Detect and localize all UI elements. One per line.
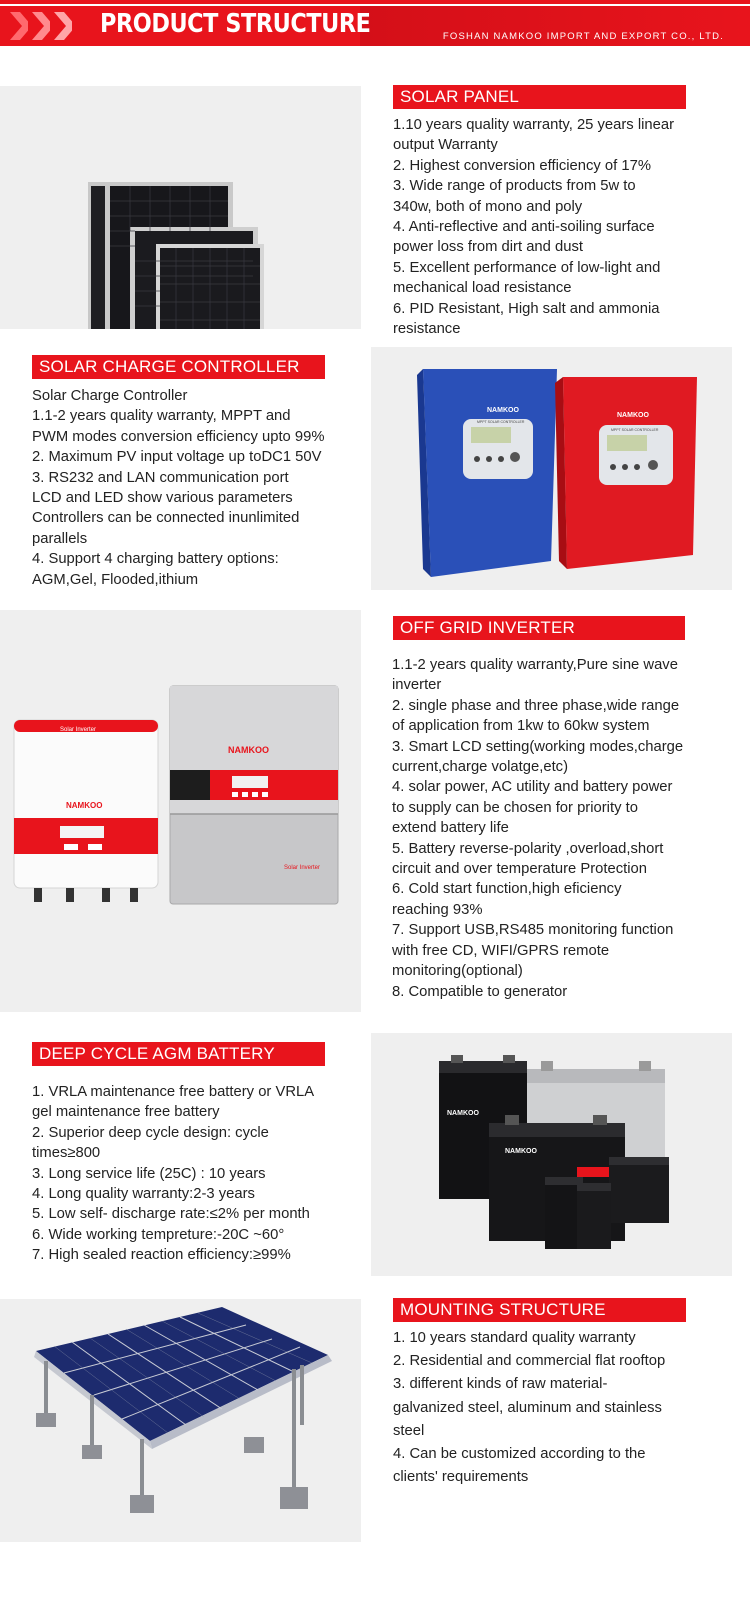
inverter-label: Solar Inverter <box>284 865 321 871</box>
feature-line: 3. Long service life (25C) : 10 years <box>32 1165 266 1182</box>
feature-line: current,charge volatge,etc) <box>392 759 569 776</box>
chevron-right-icon <box>52 12 72 40</box>
feature-line: 5. Battery reverse-polarity ,overload,short <box>392 840 664 857</box>
feature-line: 4. Can be customized according to the <box>393 1446 646 1463</box>
feature-line: LCD and LED show various parameters <box>32 490 293 507</box>
header-banner <box>0 0 750 50</box>
feature-line: 6. Wide working tempreture:-20C ~60° <box>32 1226 285 1243</box>
feature-line: to supply can be chosen for priority to <box>392 799 638 816</box>
mounting-structure-heading: MOUNTING STRUCTURE <box>393 1298 686 1322</box>
feature-line: extend battery life <box>392 820 509 837</box>
feature-line: 2. Superior deep cycle design: cycle <box>32 1124 269 1141</box>
inverter-label: Solar Inverter <box>60 727 97 733</box>
feature-line: with free CD, WIFI/GPRS remote <box>392 942 610 959</box>
charge-controller-features <box>32 386 362 590</box>
mounting-structure-image <box>0 1299 361 1542</box>
feature-line: 5. Low self- discharge rate:≤2% per month <box>32 1206 310 1223</box>
feature-line: 3. different kinds of raw material- <box>393 1376 608 1393</box>
feature-line: 7. Support USB,RS485 monitoring function <box>392 922 674 939</box>
agm-battery-heading: DEEP CYCLE AGM BATTERY <box>32 1042 325 1066</box>
feature-line: circuit and over temperature Protection <box>392 861 647 878</box>
feature-line: Controllers can be connected inunlimited <box>32 510 300 527</box>
brand-logo: NAMKOO <box>487 407 519 414</box>
feature-line: 2. Highest conversion efficiency of 17% <box>393 157 651 174</box>
feature-line: 6. Cold start function,high eficiency <box>392 881 622 898</box>
feature-line: 2. Maximum PV input voltage up toDC1 50V <box>32 449 322 466</box>
feature-line: 1.10 years quality warranty, 25 years linear <box>393 117 675 133</box>
charge-controller-image <box>371 347 732 590</box>
feature-line: times≥800 <box>32 1145 101 1162</box>
feature-line: 4. Long quality warranty:2-3 years <box>32 1186 255 1203</box>
feature-line: Solar Charge Controller <box>32 388 188 404</box>
feature-line: 3. Smart LCD setting(working modes,charge <box>392 738 684 755</box>
feature-line: 3. RS232 and LAN communication port <box>32 469 289 486</box>
feature-line: 1.1-2 years quality warranty, MPPT and <box>32 408 291 425</box>
brand-logo: NAMKOO <box>66 801 103 810</box>
feature-line: galvanized steel, aluminum and stainless <box>393 1399 662 1416</box>
off-grid-inverter-heading: OFF GRID INVERTER <box>393 616 685 640</box>
brand-logo: NAMKOO <box>228 745 269 755</box>
feature-line: 4. Anti-reflective and anti-soiling surface <box>393 219 655 236</box>
feature-line: gel maintenance free battery <box>32 1104 220 1121</box>
inverter-image <box>0 610 361 1012</box>
feature-line: 4. solar power, AC utility and battery power <box>392 779 673 796</box>
feature-line: 2. Residential and commercial flat rooftop <box>393 1353 666 1370</box>
feature-line: steel <box>393 1422 425 1439</box>
feature-line: of application from 1kw to 60kw system <box>392 718 650 735</box>
agm-battery-image <box>371 1033 732 1276</box>
feature-line: resistance <box>393 321 461 338</box>
charge-controller-heading: SOLAR CHARGE CONTROLLER <box>32 355 325 379</box>
banner-top-line <box>0 0 750 4</box>
feature-line: output Warranty <box>393 137 498 154</box>
feature-line: inverter <box>392 677 442 694</box>
feature-line: 7. High sealed reaction efficiency:≥99% <box>32 1247 291 1264</box>
controller-label: MPPT SOLAR CONTROLLER <box>611 428 659 432</box>
company-name: FOSHAN NAMKOO IMPORT AND EXPORT CO., LTD. <box>442 31 724 42</box>
solar-panel-image <box>0 86 361 329</box>
feature-line: 1.1-2 years quality warranty,Pure sine wave <box>392 657 678 673</box>
mounting-structure-features <box>393 1327 733 1489</box>
feature-line: parallels <box>32 530 88 547</box>
chevron-right-icon <box>8 12 28 40</box>
feature-line: 6. PID Resistant, High salt and ammonia <box>393 300 660 317</box>
feature-line: power loss from dirt and dust <box>393 239 583 256</box>
chevron-right-icon <box>30 12 50 40</box>
feature-line: 3. Wide range of products from 5w to <box>393 178 636 195</box>
feature-line: 4. Support 4 charging battery options: <box>32 551 279 568</box>
feature-line: 5. Excellent performance of low-light and <box>393 259 661 276</box>
feature-line: 8. Compatible to generator <box>392 983 568 1000</box>
feature-line: 1. VRLA maintenance free battery or VRLA <box>32 1084 315 1100</box>
page-title: PRODUCT STRUCTURE <box>100 9 371 39</box>
feature-line: 340w, both of mono and poly <box>393 198 583 215</box>
solar-panel-features <box>393 115 733 339</box>
feature-line: mechanical load resistance <box>393 280 572 297</box>
brand-logo: NAMKOO <box>447 1110 479 1117</box>
feature-line: reaching 93% <box>392 901 483 918</box>
feature-line: AGM,Gel, Flooded,ithium <box>32 571 199 588</box>
brand-logo: NAMKOO <box>617 412 649 419</box>
feature-line: clients' requirements <box>393 1469 529 1486</box>
feature-line: 2. single phase and three phase,wide range <box>392 697 680 714</box>
off-grid-inverter-features <box>392 655 742 1002</box>
controller-label: MPPT SOLAR CONTROLLER <box>477 420 525 424</box>
feature-line: 1. 10 years standard quality warranty <box>393 1330 636 1346</box>
feature-line: PWM modes conversion efficiency upto 99% <box>32 428 325 445</box>
agm-battery-features <box>32 1082 362 1266</box>
brand-logo: NAMKOO <box>505 1148 537 1155</box>
feature-line: monitoring(optional) <box>392 963 523 980</box>
solar-panel-heading: SOLAR PANEL <box>393 85 686 109</box>
